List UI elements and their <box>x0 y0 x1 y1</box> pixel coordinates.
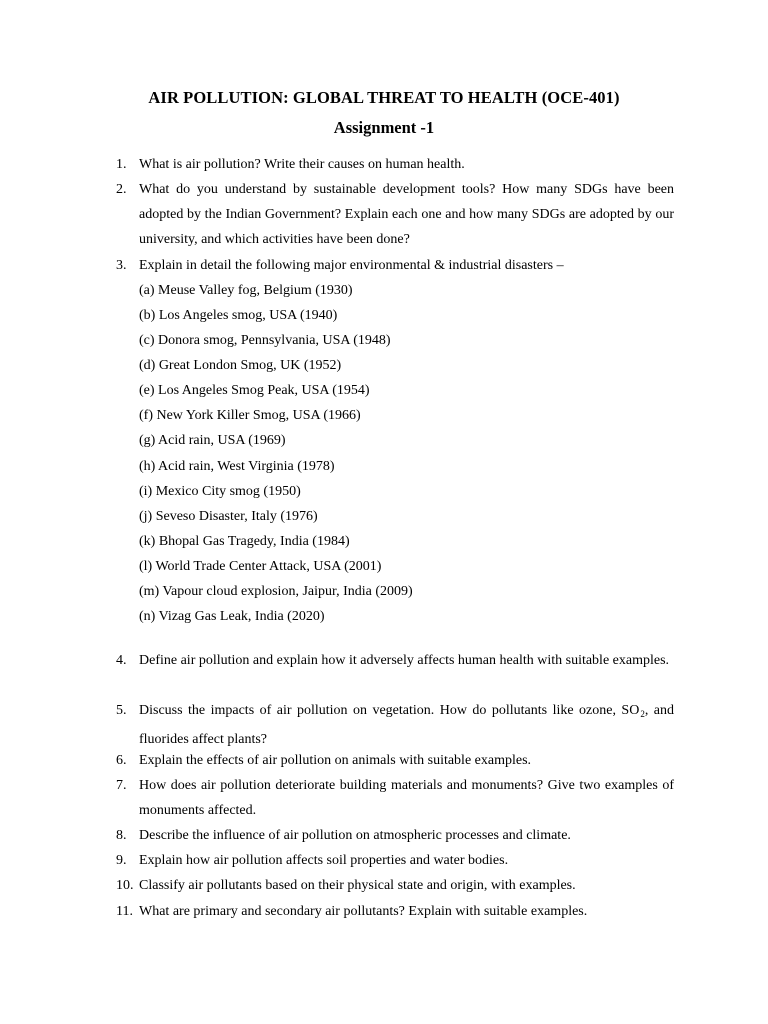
question-text-part: , and fluorides affect plants? <box>139 703 675 748</box>
disaster-item: (h) Acid rain, West Virginia (1978) <box>139 459 335 474</box>
question-number: 11. <box>116 904 133 919</box>
question-text: How does air pollution deteriorate building materials and monuments? Give two examples of monuments affected. <box>139 778 674 819</box>
disaster-item: (m) Vapour cloud explosion, Jaipur, India (2009) <box>139 584 413 599</box>
disaster-item: (e) Los Angeles Smog Peak, USA (1954) <box>139 383 370 398</box>
question-text: What are primary and secondary air pollutants? Explain with suitable examples. <box>139 904 588 919</box>
disaster-item: (a) Meuse Valley fog, Belgium (1930) <box>139 283 353 298</box>
question-number: 9. <box>116 853 127 868</box>
question-text: Define air pollution and explain how it adversely affects human health with suitable examples. <box>139 653 670 668</box>
disaster-item: (g) Acid rain, USA (1969) <box>139 433 286 448</box>
disaster-item: (b) Los Angeles smog, USA (1940) <box>139 308 338 323</box>
disaster-item: (d) Great London Smog, UK (1952) <box>139 358 342 373</box>
disaster-item: (k) Bhopal Gas Tragedy, India (1984) <box>139 534 350 549</box>
disaster-item: (i) Mexico City smog (1950) <box>139 484 301 499</box>
disaster-item: (f) New York Killer Smog, USA (1966) <box>139 408 361 423</box>
question-text: Classify air pollutants based on their physical state and origin, with examples. <box>139 878 576 893</box>
question-text: Describe the influence of air pollution on atmospheric processes and climate. <box>139 828 571 843</box>
question-number: 6. <box>116 753 127 768</box>
question-text <box>139 698 674 752</box>
disaster-item: (j) Seveso Disaster, Italy (1976) <box>139 509 318 524</box>
question-text: Explain how air pollution affects soil properties and water bodies. <box>139 853 509 868</box>
document-title: AIR POLLUTION: GLOBAL THREAT TO HEALTH (OCE-401) <box>148 88 620 107</box>
question-number: 5. <box>116 703 127 718</box>
question-text: Explain in detail the following major environmental & industrial disasters – <box>139 258 564 273</box>
question-number: 10. <box>116 878 134 893</box>
question-number: 2. <box>116 182 127 197</box>
question-text: What is air pollution? Write their causes on human health. <box>139 157 465 172</box>
question-number: 8. <box>116 828 127 843</box>
question-text: What do you understand by sustainable development tools? How many SDGs have been adopted by the Indian Government? Explain each one and how many SDGs are adopted by our university, and which activities have been done? <box>139 182 674 248</box>
question-number: 4. <box>116 653 127 668</box>
question-text-part: Discuss the impacts of air pollution on vegetation. How do pollutants like ozone, SO <box>139 703 640 718</box>
question-text: Explain the effects of air pollution on animals with suitable examples. <box>139 753 532 768</box>
question-number: 7. <box>116 778 127 793</box>
question-number: 1. <box>116 157 127 172</box>
document-subtitle: Assignment -1 <box>333 118 435 137</box>
disaster-item: (l) World Trade Center Attack, USA (2001) <box>139 559 382 574</box>
question-number: 3. <box>116 258 127 273</box>
subscript-two: 2 <box>640 709 645 719</box>
disaster-item: (c) Donora smog, Pennsylvania, USA (1948) <box>139 333 391 348</box>
disaster-item: (n) Vizag Gas Leak, India (2020) <box>139 609 325 624</box>
